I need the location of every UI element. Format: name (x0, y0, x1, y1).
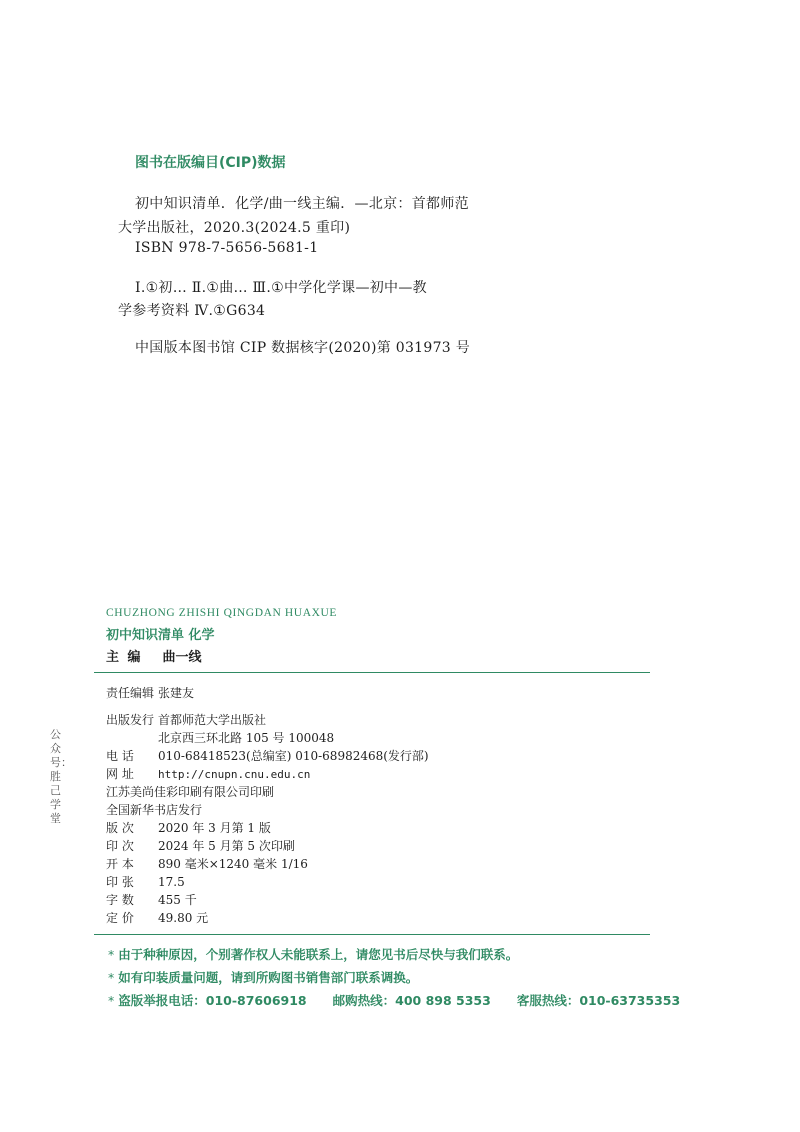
row-value: 455 千 (158, 893, 197, 907)
row-publisher (106, 711, 266, 728)
cip-classification-line-2: 学参考资料 Ⅳ.①G634 (118, 303, 266, 319)
row-value: 2020 年 3 月第 1 版 (158, 821, 271, 835)
row-format (106, 855, 308, 872)
row-label: 电 话 (106, 749, 134, 763)
row-edition (106, 819, 271, 836)
note-quality (108, 968, 418, 986)
row-address (106, 729, 334, 746)
cip-isbn: ISBN 978-7-5656-5681-1 (135, 240, 319, 256)
row-label: 印 次 (106, 839, 134, 853)
book-title-chinese: 初中知识清单 化学 (106, 628, 215, 643)
note-text: 如有印装质量问题，请到所购图书销售部门联系调换。 (118, 970, 419, 985)
cip-line-2: 大学出版社，2020.3(2024.5 重印) (118, 220, 351, 236)
row-label: 版 次 (106, 821, 134, 835)
row-label: 定 价 (106, 911, 134, 925)
divider-bottom (94, 934, 650, 935)
row-value: 890 毫米×1240 毫米 1/16 (158, 857, 308, 871)
note-copyright (108, 945, 518, 963)
asterisk-icon: * (108, 970, 115, 985)
row-price (106, 909, 208, 926)
row-sheets (106, 873, 185, 890)
divider-top (94, 672, 650, 673)
row-label: 字 数 (106, 893, 134, 907)
mail-order-hotline: 邮购热线：400 898 5353 (332, 993, 491, 1008)
row-value: 49.80 元 (158, 911, 209, 925)
row-website (106, 765, 310, 782)
row-label: 出版发行 (106, 713, 155, 727)
row-printer (106, 783, 274, 800)
row-word-count (106, 891, 197, 908)
row-value: 北京西三环北路 105 号 100048 (158, 731, 335, 745)
row-label: 江苏美尚佳彩印刷有限公司印刷 (106, 785, 275, 799)
chief-editor-value: 曲一线 (162, 650, 202, 665)
note-text: 由于种种原因，个别著作权人未能联系上，请您见书后尽快与我们联系。 (118, 947, 519, 962)
chief-editor-label: 主 编 (106, 650, 143, 665)
row-value: 17.5 (158, 875, 185, 889)
row-label: 开 本 (106, 857, 134, 871)
row-phone (106, 747, 429, 764)
asterisk-icon: * (108, 947, 115, 962)
asterisk-icon: * (108, 993, 115, 1008)
customer-service-hotline: 客服热线：010-63735353 (516, 993, 681, 1008)
row-label: 责任编辑 (106, 686, 155, 700)
book-title-english: CHUZHONG ZHISHI QINGDAN HUAXUE (106, 607, 338, 619)
cip-line-1: 初中知识清单．化学/曲一线主编．—北京：首都师范 (135, 196, 469, 212)
note-hotlines (108, 991, 680, 1009)
piracy-hotline: 盗版举报电话：010-87606918 (118, 993, 307, 1008)
row-distributor (106, 801, 202, 818)
row-label: 印 张 (106, 875, 134, 889)
row-label: 全国新华书店发行 (106, 803, 203, 817)
cip-record-number: 中国版本图书馆 CIP 数据核字(2020)第 031973 号 (135, 340, 471, 356)
row-value: 张建友 (158, 686, 195, 700)
row-value: 首都师范大学出版社 (158, 713, 267, 727)
row-value: 2024 年 5 月第 5 次印刷 (158, 839, 295, 853)
cip-classification-line-1: Ⅰ.①初… Ⅱ.①曲… Ⅲ.①中学化学课—初中—教 (135, 280, 427, 296)
cip-title: 图书在版编目(CIP)数据 (135, 155, 286, 171)
row-value: 010-68418523(总编室) 010-68982468(发行部) (158, 749, 429, 763)
row-value[interactable]: http://cnupn.cnu.edu.cn (158, 768, 311, 781)
chief-editor (106, 646, 202, 665)
row-printing (106, 837, 295, 854)
side-watermark-text: 公众号：胜己学堂 (50, 728, 72, 825)
row-responsible-editor (106, 684, 194, 701)
row-label: 网 址 (106, 767, 134, 781)
